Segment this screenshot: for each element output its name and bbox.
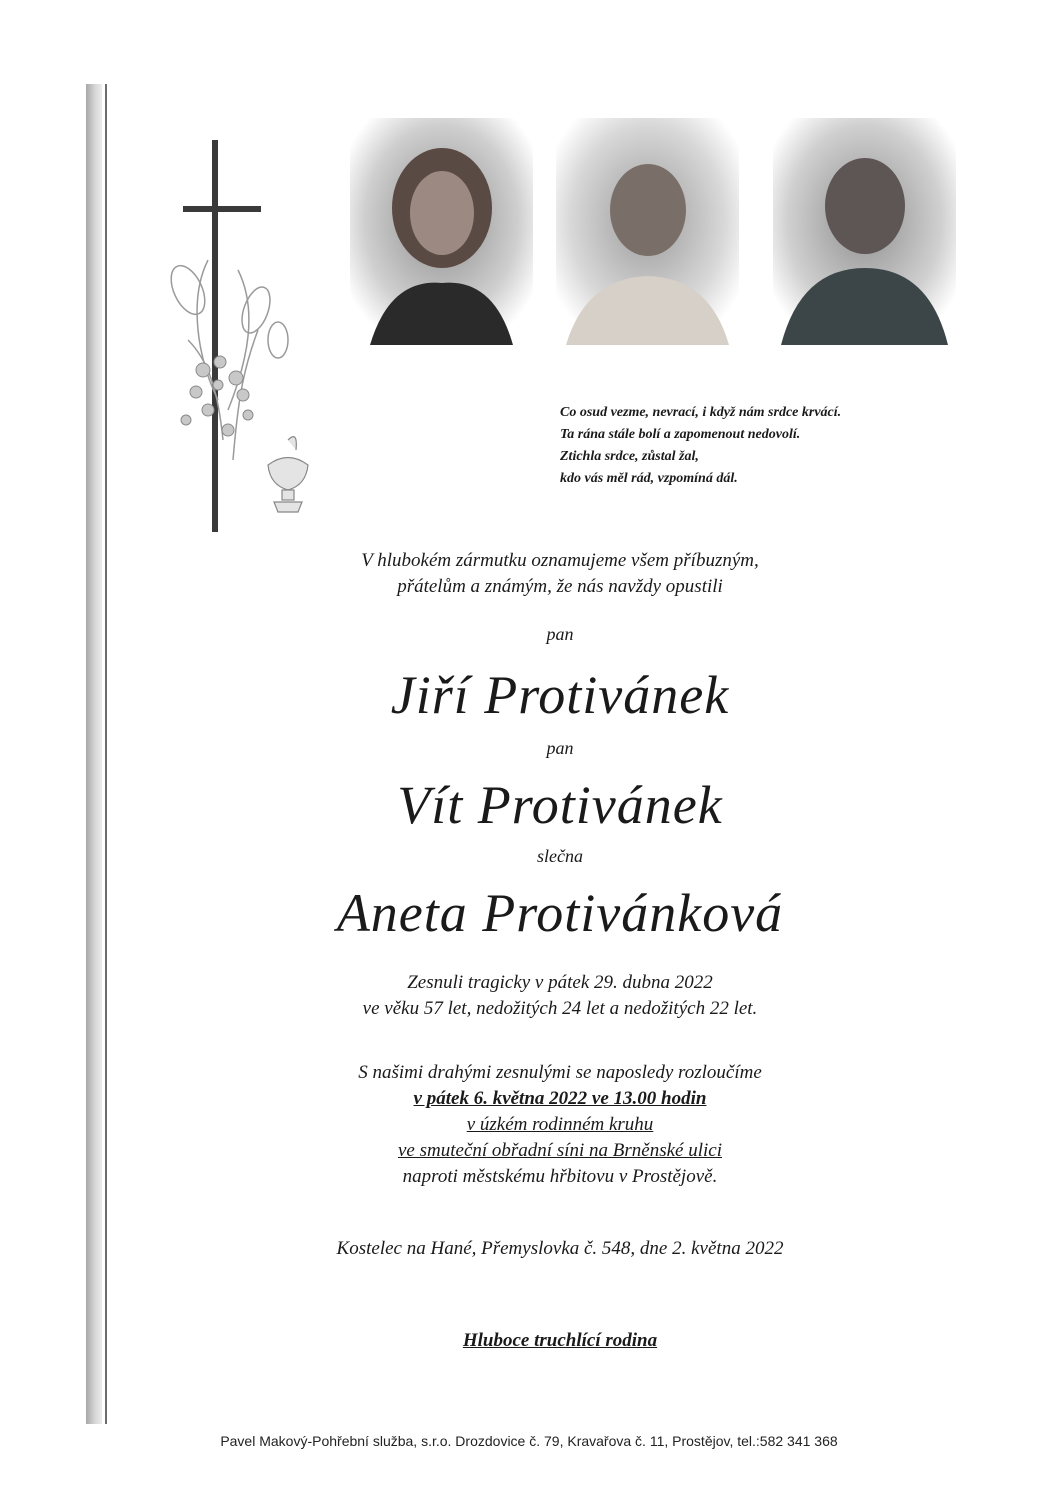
side-border-line: [105, 84, 107, 1424]
title-label-1: pan: [546, 624, 574, 644]
portrait-photo-3: [773, 118, 956, 345]
poem-line: kdo vás měl rád, vzpomíná dál.: [560, 471, 738, 486]
memorial-poem: [560, 402, 980, 490]
deceased-name-3: Aneta Protivánková: [336, 883, 784, 943]
portrait-photo-2: [556, 118, 739, 345]
portrait-photo-1: [350, 118, 533, 345]
place-and-date: Kostelec na Hané, Přemyslovka č. 548, dne 2. května 2022: [336, 1238, 784, 1259]
poem-line: Ta rána stále bolí a zapomenout nedovolí.: [560, 427, 801, 442]
funeral-ceremony-details: [180, 1060, 940, 1190]
cross-and-flowers-illustration: [148, 140, 348, 540]
title-label-3: slečna: [537, 846, 583, 866]
ceremony-location: naproti městskému hřbitovu v Prostějově.: [402, 1166, 718, 1187]
announcement-intro: [180, 548, 940, 600]
poem-line: Co osud vezme, nevrací, i když nám srdce krvácí.: [560, 405, 842, 420]
deceased-name-2: Vít Protivánek: [397, 775, 723, 835]
ceremony-datetime: v pátek 6. května 2022 ve 13.00 hodin: [413, 1088, 707, 1109]
ceremony-intro-line: S našimi drahými zesnulými se naposledy rozloučíme: [358, 1062, 762, 1083]
death-age-line: ve věku 57 let, nedožitých 24 let a nedožitých 22 let.: [362, 998, 758, 1019]
intro-line-1: V hlubokém zármutku oznamujeme všem příbuzným,: [361, 550, 759, 571]
title-label-2: pan: [546, 738, 574, 758]
poem-line: Ztichla srdce, zůstal žal,: [560, 449, 699, 464]
intro-line-2: přátelům a známým, že nás navždy opustili: [397, 576, 723, 597]
deceased-name-1: Jiří Protivánek: [390, 665, 730, 725]
ceremony-venue: ve smuteční obřadní síni na Brněnské ulici: [398, 1140, 722, 1161]
death-details: [180, 970, 940, 1022]
side-border-bar: [86, 84, 102, 1424]
death-date-line: Zesnuli tragicky v pátek 29. dubna 2022: [407, 972, 713, 993]
family-signature: Hluboce truchlící rodina: [462, 1330, 658, 1351]
funeral-service-footer: Pavel Makový-Pohřební služba, s.r.o. Drozdovice č. 79, Kravařova č. 11, Prostějov, tel.:582 341 368: [220, 1433, 838, 1449]
ceremony-circle: v úzkém rodinném kruhu: [466, 1114, 654, 1135]
